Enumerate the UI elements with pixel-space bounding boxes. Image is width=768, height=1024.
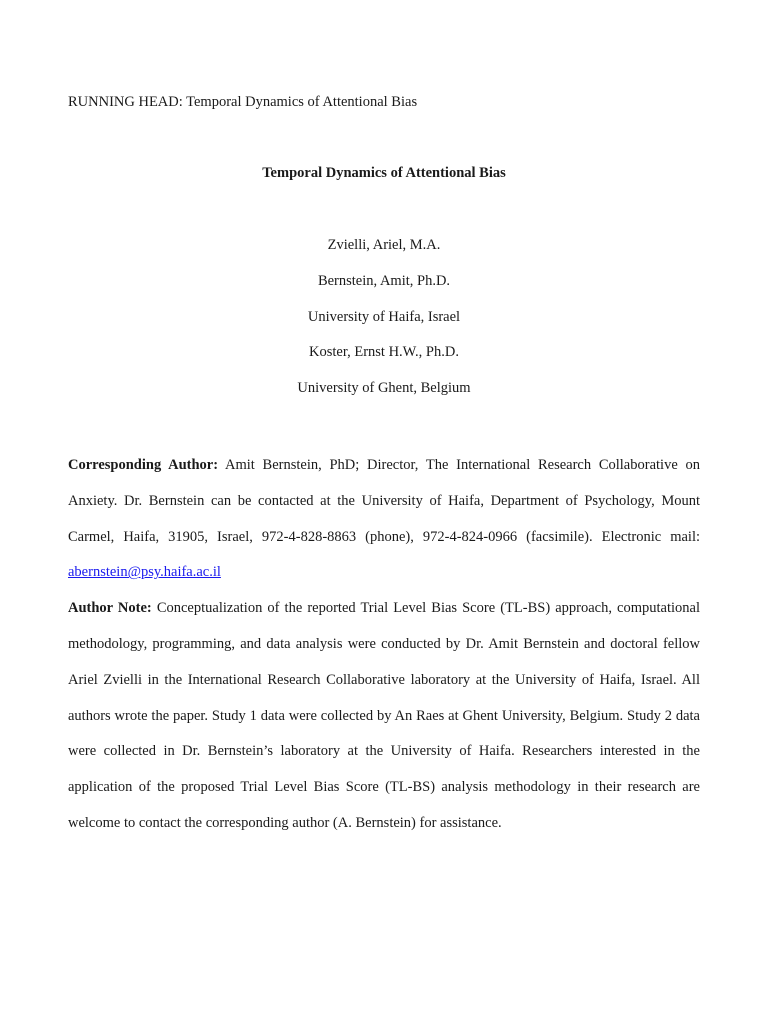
notes-section <box>68 448 700 842</box>
author-note-label: Author Note: <box>68 600 152 617</box>
corresponding-author-label: Corresponding Author: <box>68 457 219 473</box>
email-link[interactable]: abernstein@psy.haifa.ac.il <box>68 564 221 581</box>
author-block <box>0 235 768 414</box>
corresponding-author-paragraph <box>68 448 700 591</box>
corresponding-author-text: Amit Bernstein, PhD; Director, The International Research Collaborative on Anxiety. Dr. Bernstein can be contacted at the University of Haifa, Department of Psychology, Mount Carmel, Haifa, 31905, Israel, 972-4-828-8863 (phone), 972-4-824-0966 (facsimile). Electronic mail: <box>68 457 700 545</box>
author-name: Bernstein, Amit, Ph.D. <box>317 272 451 289</box>
running-head: RUNNING HEAD: Temporal Dynamics of Attentional Bias <box>68 94 418 110</box>
author-affiliation: University of Ghent, Belgium <box>297 380 471 397</box>
author-note-text: Conceptualization of the reported Trial Level Bias Score (TL-BS) approach, computational methodology, programming, and data analysis were conducted by Dr. Amit Bernstein and doctoral fellow Ariel Zvielli in the International Research Collaborative laboratory at the University of Haifa, Israel. All authors wrote the paper. Study 1 data were collected by An Raes at Ghent University, Belgium. Study 2 data were collected in Dr. Bernstein’s laboratory at the University of Haifa. Researchers interested in the application of the proposed Trial Level Bias Score (TL-BS) analysis methodology in their research are welcome to contact the corresponding author (A. Bernstein) for assistance. <box>68 600 700 831</box>
author-note-paragraph <box>68 591 700 842</box>
author-name: Koster, Ernst H.W., Ph.D. <box>309 344 459 361</box>
author-affiliation: University of Haifa, Israel <box>307 308 461 325</box>
author-name: Zvielli, Ariel, M.A. <box>327 237 441 253</box>
paper-title: Temporal Dynamics of Attentional Bias <box>262 165 506 181</box>
